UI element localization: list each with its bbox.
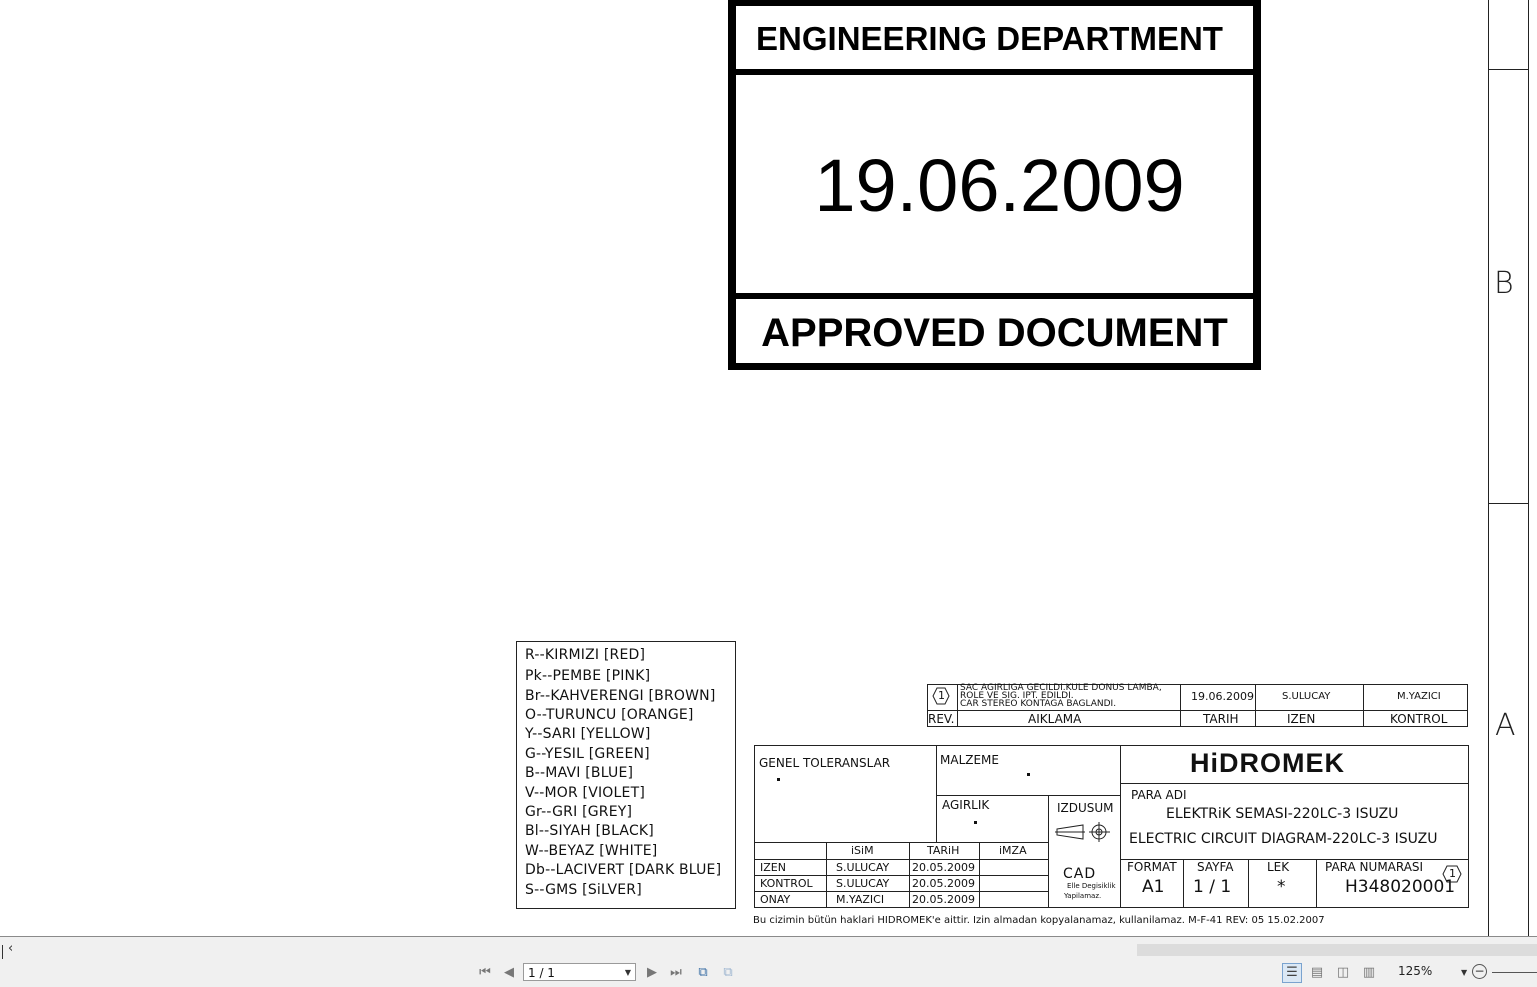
revision-marker-icon: 1 — [932, 687, 950, 705]
tolerance-dot — [777, 778, 780, 781]
zone-divider — [1488, 69, 1529, 70]
weight-dot — [974, 821, 977, 824]
part-name-tr: ELEKTRiK SEMASI-220LC-3 ISUZU — [1166, 806, 1399, 822]
rev-header: REV. — [928, 712, 955, 726]
scale-label: LEK — [1267, 860, 1290, 874]
zone-label-b: B — [1494, 266, 1514, 301]
viewer-toolbar — [0, 960, 1537, 987]
check-header: KONTROL — [1390, 712, 1448, 726]
general-tolerances-label: GENEL TOLERANSLAR — [759, 756, 891, 770]
first-page-icon[interactable]: ⏮ — [479, 965, 491, 980]
frame-border-inner — [1488, 0, 1489, 936]
stamp-date: 19.06.2009 — [814, 144, 1185, 227]
material-dot — [1027, 773, 1030, 776]
page-select[interactable]: 1 / 1 ▼ — [523, 963, 636, 981]
zoom-dropdown-icon[interactable]: ▼ — [1461, 968, 1468, 977]
zone-label-a: A — [1495, 708, 1516, 743]
legend-item: Bl--SIYAH [BLACK] — [525, 823, 654, 839]
zoom-slider[interactable] — [1492, 972, 1537, 973]
projection-symbol-icon — [1055, 822, 1111, 842]
sheet-label: SAYFA — [1197, 860, 1234, 874]
revision-checked-by: M.YAZICI — [1397, 691, 1441, 702]
sign-row-role: IZEN — [760, 861, 786, 874]
horizontal-scrollbar[interactable] — [0, 936, 1537, 961]
part-name-en: ELECTRIC CIRCUIT DIAGRAM-220LC-3 ISUZU — [1129, 831, 1438, 847]
format-label: FORMAT — [1127, 860, 1177, 874]
part-revision-icon: 1 — [1442, 865, 1462, 883]
legend-item: V--MOR [VIOLET] — [525, 785, 645, 801]
sheet-value: 1 / 1 — [1193, 877, 1232, 897]
revision-description: SAC AGIRLIGA GECILDI.KULE DONUS LAMBA, ROLE VE SIG. IPT. EDILDI. CAR STEREO KONTAGA BAGLANDI. — [960, 683, 1162, 709]
legend-item: W--BEYAZ [WHITE] — [525, 843, 658, 859]
scroll-left-edge — [2, 945, 3, 959]
projection-label: IZDUSUM — [1057, 801, 1114, 815]
material-label: MALZEME — [940, 753, 999, 767]
date-header: TARiH — [927, 844, 960, 857]
cad-note: Elle Degisiklik — [1067, 882, 1116, 890]
part-number-label: PARA NUMARASI — [1325, 860, 1424, 874]
stamp-department: ENGINEERING DEPARTMENT — [756, 20, 1223, 57]
legend-item: Pk--PEMBE [PINK] — [525, 668, 651, 684]
name-header: iSiM — [851, 844, 874, 857]
stamp-header-box — [736, 6, 1253, 69]
sign-row-role: KONTROL — [760, 877, 813, 890]
scrollbar-thumb[interactable] — [1137, 944, 1537, 956]
two-page-view-icon[interactable]: ◫ — [1336, 965, 1350, 980]
legend-item: Y--SARI [YELLOW] — [525, 726, 651, 742]
sign-row-date: 20.05.2009 — [912, 877, 975, 890]
next-page-icon[interactable]: ▶ — [647, 965, 657, 980]
copyright-notice: Bu cizimin bütün haklari HIDROMEK'e aittir. Izin almadan kopyalanamaz, kullanilamaz. M-F-41 REV: 05 15.02.2007 — [753, 915, 1325, 926]
single-page-view-icon[interactable]: ☰ — [1282, 963, 1302, 983]
stamp-date-box — [736, 75, 1253, 293]
last-page-icon[interactable]: ⏭ — [670, 965, 682, 980]
legend-item: S--GMS [SiLVER] — [525, 882, 642, 898]
previous-page-icon[interactable]: ◀ — [504, 965, 514, 980]
sign-row-name: S.ULUCAY — [836, 861, 890, 874]
legend-item: Br--KAHVERENGI [BROWN] — [525, 688, 716, 704]
signature-header: iMZA — [999, 844, 1027, 857]
chevron-down-icon: ▼ — [624, 968, 631, 977]
sign-row-date: 20.05.2009 — [912, 893, 975, 906]
legend-item: Gr--GRI [GREY] — [525, 804, 633, 820]
frame-border-outer — [1528, 0, 1529, 936]
legend-item: R--KIRMIZI [RED] — [525, 647, 646, 663]
wire-color-legend — [516, 641, 736, 909]
hidromek-logo: HiDROMEK — [1190, 748, 1345, 778]
legend-item: B--MAVI [BLUE] — [525, 765, 634, 781]
sign-row-name: M.YAZICI — [836, 893, 885, 906]
revision-drawn-by: S.ULUCAY — [1282, 691, 1331, 702]
sign-row-date: 20.05.2009 — [912, 861, 975, 874]
scale-value: * — [1277, 877, 1286, 897]
copy-page-icon[interactable]: ⧉ — [698, 965, 708, 980]
two-page-continuous-icon[interactable]: ▥ — [1362, 965, 1376, 980]
part-number: H348020001 — [1345, 877, 1456, 897]
legend-item: G--YESIL [GREEN] — [525, 746, 650, 762]
legend-item: Db--LACIVERT [DARK BLUE] — [525, 862, 722, 878]
revision-date: 19.06.2009 — [1191, 690, 1254, 703]
zone-divider — [1488, 503, 1529, 504]
cad-label: CAD — [1063, 866, 1097, 882]
zoom-level[interactable]: 125% — [1398, 964, 1433, 978]
stamp-status-box — [736, 299, 1253, 363]
drawn-header: IZEN — [1287, 712, 1316, 726]
stamp-status: APPROVED DOCUMENT — [761, 311, 1228, 355]
format-value: A1 — [1142, 877, 1165, 897]
zoom-out-icon[interactable]: − — [1472, 964, 1487, 979]
continuous-view-icon[interactable]: ▤ — [1310, 965, 1324, 980]
description-header: AIKLAMA — [1028, 712, 1082, 726]
weight-label: AGIRLIK — [942, 798, 990, 812]
date-header: TARIH — [1203, 712, 1239, 726]
legend-item: O--TURUNCU [ORANGE] — [525, 707, 694, 723]
cad-note: Yapilamaz. — [1064, 892, 1102, 900]
sign-row-role: ONAY — [760, 893, 791, 906]
scroll-left-icon[interactable]: ‹ — [8, 941, 14, 956]
compare-page-icon[interactable]: ⧉ — [723, 965, 733, 980]
sign-row-name: S.ULUCAY — [836, 877, 890, 890]
part-name-label: PARA ADI — [1131, 788, 1187, 802]
